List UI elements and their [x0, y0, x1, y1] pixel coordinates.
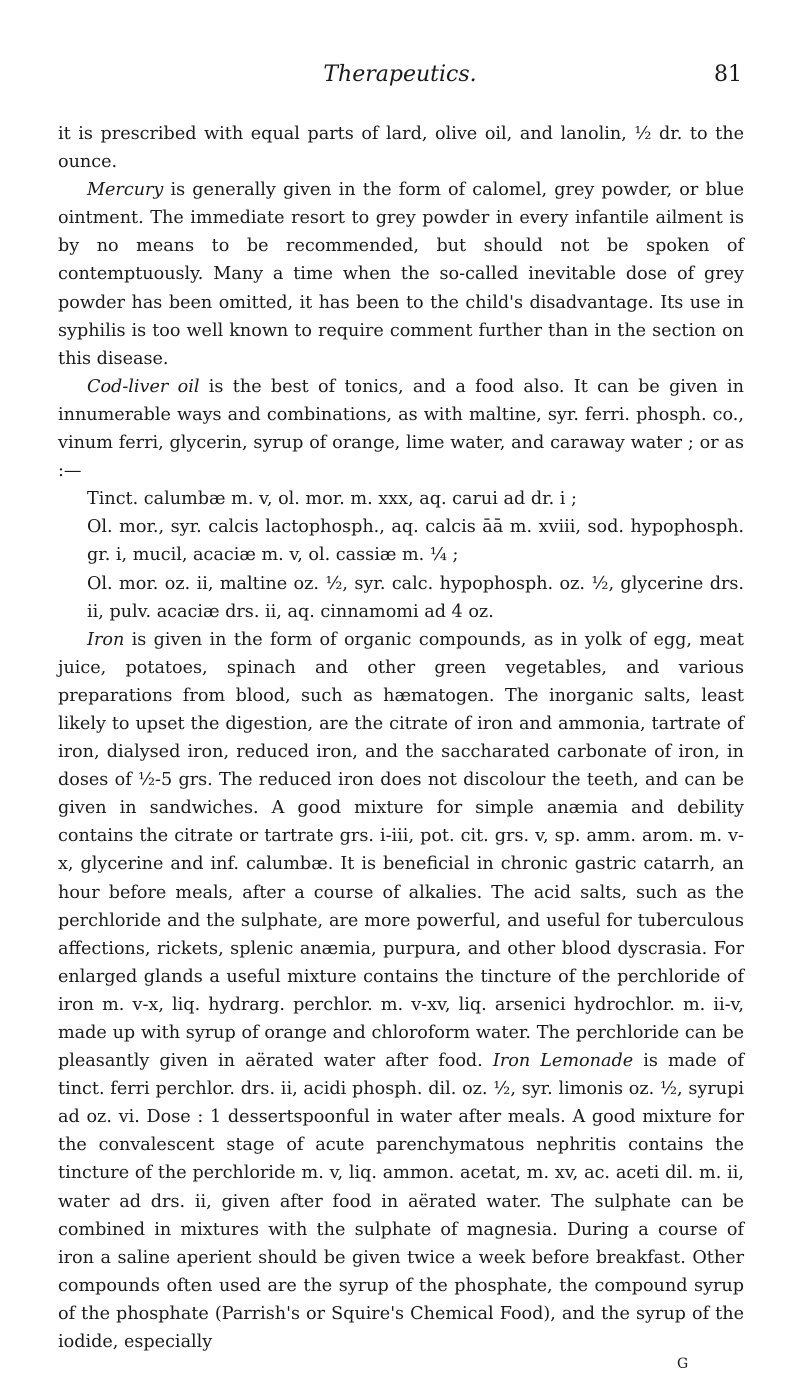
heading-iron: Iron — [87, 629, 125, 650]
prescription-text: Ol. mor., syr. calcis lactophosph., aq. calcis āā m. xviii, sod. hypophosph. gr. i, mucil, acaciæ m. v, ol. cassiæ m. ¼ ; — [87, 517, 744, 566]
heading-cod-liver-oil: Cod-liver oil — [87, 376, 200, 397]
page-number: 81 — [714, 62, 742, 87]
page-header — [58, 62, 742, 92]
prescription-text: Ol. mor. oz. ii, maltine oz. ½, syr. calc. hypophosph. oz. ½, glycerine drs. ii, pulv. acaciæ drs. ii, aq. cinnamomi ad 4 oz. — [87, 573, 744, 622]
paragraph-text: is made of tinct. ferri perchlor. drs. ii, acidi phosph. dil. oz. ½, syr. limonis oz. ½, syrupi ad oz. vi. Dose : 1 dessertspoonful in water after meals. A good mixture for the convalescent stage of acute parenchymatous nephritis contains the tincture of the perchloride m. v, liq. ammon. acetat, m. xv, ac. aceti dil. m. ii, water ad drs. ii, given after food in aërated water. The sulphate can be combined in mixtures with the sulphate of magnesia. During a course of iron a saline aperient should be given twice a week before breakfast. Other compounds often used are the syrup of the phosphate, the compound syrup of the phosphate (Parrish's or Squire's Chemical Food), and the syrup of the iodide, especially — [58, 1051, 745, 1353]
paragraph-text: is the best of tonics, and a food also. It can be given in innumerable ways and combinations, as with maltine, syr. ferri. phosph. co., vinum ferri, glycerin, syrup of orange, lime water, and caraway water ; or as :— — [58, 376, 745, 482]
paragraph-mercury — [58, 176, 744, 373]
paragraph-lanolin — [58, 120, 744, 176]
prescription-2 — [58, 513, 744, 569]
signature-mark: G — [677, 1356, 689, 1372]
prescription-text: Tinct. calumbæ m. v, ol. mor. m. xxx, aq. carui ad dr. i ; — [87, 489, 577, 510]
paragraph-iron — [58, 626, 744, 1356]
running-title: Therapeutics. — [323, 62, 477, 87]
heading-iron-lemonade: Iron Lemonade — [492, 1051, 634, 1072]
heading-mercury: Mercury — [87, 180, 164, 201]
paragraph-text: is given in the form of organic compounds, as in yolk of egg, meat juice, potatoes, spinach and other green vegetables, and various preparations from blood, such as hæmatogen. The inorganic salts, least likely to upset the digestion, are the citrate of iron and ammonia, tartrate of iron, dialysed iron, reduced iron, and the saccharated carbonate of iron, in doses of ½-5 grs. The reduced iron does not discolour the teeth, and can be given in sandwiches. A good mixture for simple anæmia and debility contains the citrate or tartrate grs. i-iii, pot. cit. grs. v, sp. amm. arom. m. v-x, glycerine and inf. calumbæ. It is beneficial in chronic gastric catarrh, an hour before meals, after a course of alkalies. The acid salts, such as the perchloride and the sulphate, are more powerful, and useful for tuberculous affections, rickets, splenic anæmia, purpura, and other blood dyscrasia. For enlarged glands a useful mixture contains the tincture of the perchloride of iron m. v-x, liq. hydrarg. perchlor. m. v-xv, liq. arsenici hydrochlor. m. ii-v, made up with syrup of orange and chloroform water. The perchloride can be pleasantly given in aërated water after food. — [58, 629, 744, 1072]
body-text — [58, 120, 744, 1356]
prescription-3 — [58, 570, 744, 626]
paragraph-cod-liver-oil — [58, 373, 744, 485]
paragraph-text: it is prescribed with equal parts of lard, olive oil, and lanolin, ½ dr. to the ounce. — [58, 124, 744, 173]
paragraph-text: is generally given in the form of calomel, grey powder, or blue ointment. The immediate resort to grey powder in every infantile ailment is by no means to be recommended, but should not be spoken of contemptuously. Many a time when the so-called inevitable dose of grey powder has been omitted, it has been to the child's disadvantage. Its use in syphilis is too well known to require comment further than in the section on this disease. — [58, 180, 744, 369]
prescription-1 — [58, 485, 744, 513]
